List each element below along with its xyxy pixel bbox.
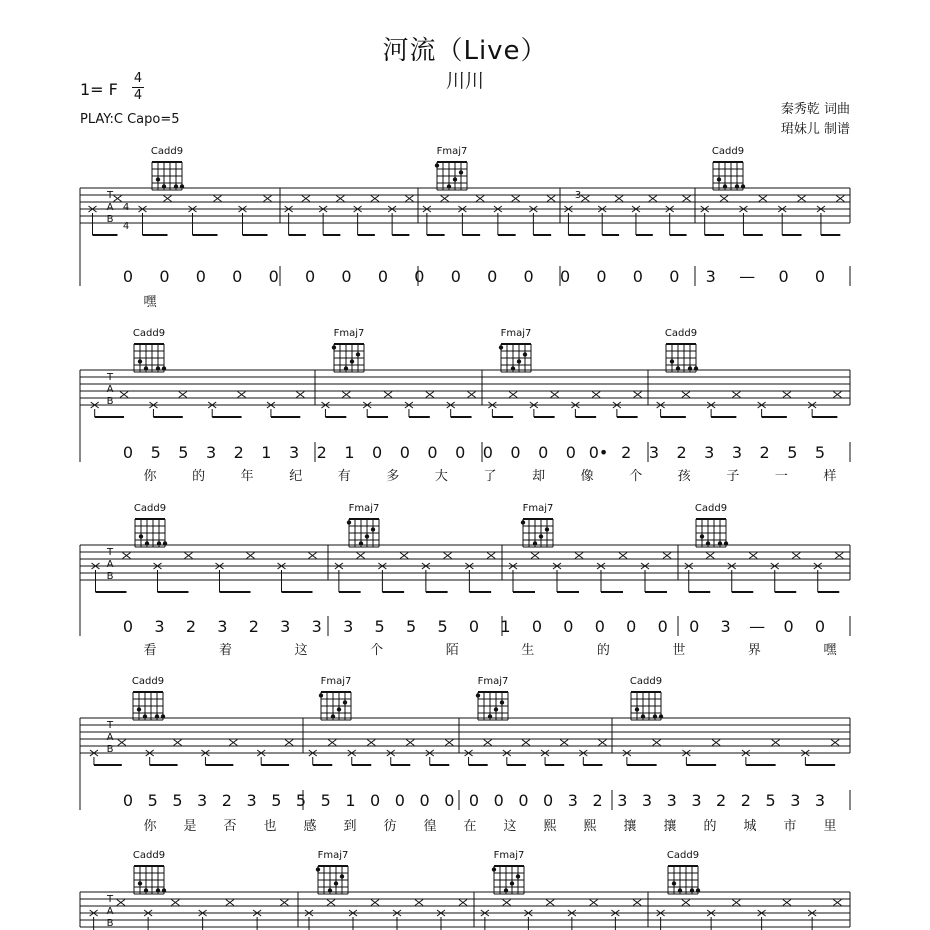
jianpu-number: 5 [320, 791, 331, 810]
jianpu-number: 0 [563, 617, 574, 636]
tab-letter: A [106, 559, 114, 570]
measure-mark: 3 [574, 190, 582, 201]
chord-dot [670, 359, 674, 363]
tab-letter: T [106, 894, 114, 905]
tab-letter: A [106, 384, 114, 395]
jianpu-number: 0 [778, 267, 789, 286]
jianpu-number: 3 [704, 443, 715, 462]
jianpu-number: 5 [787, 443, 798, 462]
lyric-char: 攘 [663, 819, 677, 834]
chord-diagram [667, 850, 700, 894]
jianpu-number: 2 [740, 791, 751, 810]
jianpu-number: 0 [377, 267, 389, 286]
chord-dot [476, 693, 480, 697]
chord-dot [138, 359, 142, 363]
jianpu-number: 2 [233, 443, 244, 462]
lyric-char: 也 [263, 819, 277, 834]
jianpu-number: 2 [316, 443, 327, 462]
jianpu-number: 3 [205, 443, 217, 462]
tab-letter: B [106, 214, 114, 225]
jianpu-number: 0 [518, 791, 529, 810]
lyric-char: 多 [386, 469, 400, 484]
jianpu-number: 0 [669, 267, 680, 286]
jianpu-number: 3 [666, 791, 677, 810]
jianpu-number: 3 [731, 443, 743, 462]
play-capo-info: PLAY:C Capo=5 [80, 112, 180, 127]
lyric-char: 的 [596, 643, 610, 658]
chord-name: Cadd9 [694, 503, 728, 514]
jianpu-number: 0 [482, 443, 493, 462]
chord-diagram [151, 146, 184, 190]
chord-dot [500, 700, 504, 704]
lyric-char: 有 [337, 469, 351, 484]
jianpu-number: 0 [122, 443, 134, 462]
lyric-char: 界 [747, 643, 761, 658]
lyric-char: 市 [783, 819, 797, 834]
tab-letter: T [106, 720, 114, 731]
lyric-char: 的 [192, 469, 206, 484]
chord-dot [517, 359, 521, 363]
jianpu-number: 2 [248, 617, 259, 636]
chord-name: Cadd9 [132, 850, 166, 861]
chord-dot [539, 534, 543, 538]
jianpu-number: 5 [374, 617, 385, 636]
jianpu-number: 0 [596, 267, 607, 286]
jianpu-number: 0 [195, 267, 206, 286]
jianpu-number: 0 [305, 267, 316, 286]
chord-dot [635, 707, 639, 711]
jianpu-number: 0 [565, 443, 576, 462]
jianpu-number: 0 [543, 791, 554, 810]
jianpu-number: 0 [341, 267, 352, 286]
lyric-char: 看 [143, 643, 157, 658]
jianpu-number: 0 [122, 267, 134, 286]
lyric-char: 你 [143, 819, 157, 834]
tab-letter: T [106, 190, 114, 201]
chord-dot [435, 163, 439, 167]
lyric-char: 感 [303, 819, 317, 834]
jianpu-number: 0 [468, 791, 480, 810]
lyric-char: 子 [726, 469, 740, 484]
lyric-char: 生 [521, 643, 535, 658]
chord-diagram [133, 328, 166, 372]
jianpu-number: 2 [716, 791, 727, 810]
jianpu-number: 0 [468, 617, 480, 636]
jianpu-number: 0 [122, 791, 134, 810]
jianpu-number: 0 [394, 791, 405, 810]
tab-letter: B [106, 744, 114, 755]
lyric-char: 熙 [543, 819, 557, 834]
chord-dot [516, 874, 520, 878]
jianpu-number: 1 [500, 617, 511, 636]
jianpu-number: 0 [657, 617, 668, 636]
jianpu-number: 1 [345, 791, 356, 810]
jianpu-number: 5 [814, 443, 826, 462]
lyric-char: 这 [503, 819, 517, 834]
tab-letter: T [106, 372, 114, 383]
chord-dot [356, 352, 360, 356]
chord-dot [156, 177, 160, 181]
jianpu-number: 3 [641, 791, 653, 810]
chord-name: Cadd9 [629, 676, 663, 687]
jianpu-number: 3 [648, 443, 660, 462]
lyric-char: 一 [774, 469, 788, 484]
chord-dot [499, 345, 503, 349]
tab-letter: B [106, 918, 114, 929]
lyric-char: 徨 [423, 819, 437, 834]
lyric-char: 嘿 [823, 643, 837, 658]
jianpu-number: 5 [147, 791, 158, 810]
jianpu-number: 3 [280, 617, 291, 636]
lyric-char: 像 [580, 469, 594, 484]
lyric-char: 陌 [445, 643, 459, 658]
chord-dot [334, 881, 338, 885]
chord-diagram [319, 676, 352, 720]
jianpu-number: 5 [295, 791, 307, 810]
lyric-char: 的 [703, 819, 717, 834]
lyric-char: 着 [219, 643, 233, 658]
lyric-char: 你 [143, 469, 157, 484]
chord-dot [672, 881, 676, 885]
chord-dot [459, 170, 463, 174]
jianpu-number: 0 [419, 791, 430, 810]
jianpu-number: 2 [592, 791, 603, 810]
jianpu-number: 0 [427, 443, 438, 462]
lyric-char: 世 [672, 643, 686, 658]
chord-dot [523, 352, 527, 356]
jianpu-number: 5 [405, 617, 417, 636]
transcriber-credit: 珺妹儿 制谱 [780, 122, 850, 137]
jianpu-number: 3 [154, 617, 165, 636]
jianpu-number: 3 [311, 617, 322, 636]
chord-dot [350, 359, 354, 363]
jianpu-number: 0 [232, 267, 243, 286]
lyric-char: 大 [434, 469, 448, 484]
lyric-char: 攘 [623, 819, 637, 834]
lyricist-composer-credit: 秦秀乾 词曲 [780, 102, 850, 117]
lyric-char: 是 [183, 819, 197, 834]
tab-letter: A [106, 732, 114, 743]
tab-time-top: 4 [122, 202, 130, 213]
chord-dot [138, 881, 142, 885]
jianpu-number: 0 [444, 791, 455, 810]
chord-name: Fmaj7 [477, 676, 509, 687]
lyric-char: 纪 [289, 469, 303, 484]
chord-dot [700, 534, 704, 538]
jianpu-number: 0 [399, 443, 410, 462]
jianpu-number: 0 [814, 267, 826, 286]
lyric-char: 个 [629, 469, 643, 484]
jianpu-number: 3 [246, 791, 257, 810]
chord-diagram [630, 676, 663, 720]
tab-time-bottom: 4 [122, 221, 130, 232]
jianpu-number: 5 [178, 443, 189, 462]
jianpu-number: 3 [720, 617, 731, 636]
jianpu-number: 1 [344, 443, 355, 462]
lyric-char: 孩 [677, 469, 691, 484]
jianpu-number: 3 [288, 443, 300, 462]
jianpu-number: 0 [632, 267, 643, 286]
jianpu-number: 0 [370, 791, 381, 810]
lyric-char: 里 [823, 819, 837, 834]
time-signature-bottom: 4 [133, 88, 143, 103]
chord-name: Cadd9 [664, 328, 698, 339]
chord-name: Fmaj7 [333, 328, 365, 339]
chord-dot [492, 867, 496, 871]
lyric-char: 否 [223, 819, 237, 834]
chord-name: Cadd9 [131, 676, 165, 687]
jianpu-number: 3 [705, 267, 716, 286]
lyric-char: 年 [240, 469, 254, 484]
lyric-char: 熙 [583, 819, 597, 834]
chord-dot [337, 707, 341, 711]
chord-diagram [133, 850, 166, 894]
chord-name: Cadd9 [150, 146, 184, 157]
chord-dot [545, 527, 549, 531]
key-signature: 1= F [80, 80, 118, 99]
chord-name: Fmaj7 [522, 503, 554, 514]
chord-dot [343, 700, 347, 704]
jianpu-number: 2 [221, 791, 232, 810]
jianpu-number: — [739, 267, 756, 286]
jianpu-number: 3 [617, 791, 628, 810]
tab-letter: B [106, 396, 114, 407]
jianpu-number: 0 [372, 443, 383, 462]
chord-name: Fmaj7 [348, 503, 380, 514]
jianpu-number: 2 [759, 443, 770, 462]
jianpu-number: 2 [621, 443, 632, 462]
jianpu-number: 0 [493, 791, 504, 810]
artist-name: 川川 [445, 70, 484, 92]
jianpu-number: 0 [159, 267, 170, 286]
jianpu-number: 3 [343, 617, 354, 636]
jianpu-number: 3 [197, 791, 208, 810]
chord-dot [494, 707, 498, 711]
jianpu-number: 0 [510, 443, 521, 462]
jianpu-number: 0 [531, 617, 543, 636]
chord-name: Cadd9 [132, 328, 166, 339]
tab-letter: T [106, 547, 114, 558]
jianpu-number: — [749, 617, 766, 636]
jianpu-number: 0 [487, 267, 498, 286]
jianpu-number: 3 [814, 791, 826, 810]
jianpu-number: 1 [261, 443, 272, 462]
chord-diagram [476, 676, 509, 720]
chord-dot [371, 527, 375, 531]
jianpu-number: 2 [676, 443, 687, 462]
tab-letter: B [106, 571, 114, 582]
lyric-char: 在 [463, 819, 477, 834]
chord-name: Fmaj7 [317, 850, 349, 861]
chord-name: Cadd9 [666, 850, 700, 861]
lyric-char: 这 [294, 643, 308, 658]
chord-name: Fmaj7 [436, 146, 468, 157]
jianpu-number: 5 [172, 791, 183, 810]
chord-name: Cadd9 [133, 503, 167, 514]
lyric-char: 个 [370, 643, 384, 658]
jianpu-number: 0 [814, 617, 826, 636]
jianpu-number: 5 [271, 791, 282, 810]
lyric-char: 到 [343, 819, 357, 834]
chord-dot [347, 520, 351, 524]
chord-name: Fmaj7 [493, 850, 525, 861]
chord-dot [316, 867, 320, 871]
jianpu-number: 0 [783, 617, 794, 636]
lyric-char: 却 [532, 469, 546, 484]
tab-letter: A [106, 202, 114, 213]
lyric-char: 彷 [383, 819, 397, 834]
jianpu-number: 0• [588, 443, 609, 462]
jianpu-number: 3 [567, 791, 578, 810]
jianpu-number: 5 [765, 791, 776, 810]
jianpu-number: 5 [150, 443, 161, 462]
chord-diagram [665, 328, 698, 372]
jianpu-number: 0 [523, 267, 534, 286]
jianpu-number: 5 [437, 617, 448, 636]
chord-name: Cadd9 [711, 146, 745, 157]
time-signature-top: 4 [133, 71, 143, 86]
jianpu-number: 0 [559, 267, 571, 286]
jianpu-number: 0 [538, 443, 549, 462]
lyric-char: 了 [483, 469, 497, 484]
lyric-char: 嘿 [143, 295, 157, 310]
chord-diagram [712, 146, 745, 190]
chord-diagram [332, 328, 365, 372]
chord-diagram [695, 503, 728, 547]
chord-dot [137, 707, 141, 711]
jianpu-number: 3 [691, 791, 702, 810]
jianpu-number: 0 [626, 617, 637, 636]
jianpu-number: 0 [455, 443, 466, 462]
jianpu-number: 3 [217, 617, 228, 636]
chord-diagram [347, 503, 380, 547]
chord-name: Fmaj7 [500, 328, 532, 339]
jianpu-number: 0 [689, 617, 700, 636]
tab-letter: A [106, 906, 114, 917]
jianpu-number: 0 [268, 267, 279, 286]
jianpu-number: 0 [450, 267, 461, 286]
chord-dot [510, 881, 514, 885]
jianpu-number: 0 [122, 617, 134, 636]
jianpu-number: 2 [185, 617, 197, 636]
chord-diagram [492, 850, 525, 894]
chord-dot [521, 520, 525, 524]
chord-dot [340, 874, 344, 878]
chord-diagram [132, 676, 165, 720]
lyric-char: 城 [743, 819, 757, 834]
chord-dot [717, 177, 721, 181]
chord-diagram [499, 328, 532, 372]
chord-diagram [316, 850, 349, 894]
chord-dot [319, 693, 323, 697]
chord-dot [365, 534, 369, 538]
chord-name: Fmaj7 [320, 676, 352, 687]
jianpu-number: 0 [414, 267, 425, 286]
jianpu-number: 0 [594, 617, 605, 636]
song-title: 河流（Live） [382, 36, 548, 66]
chord-diagram [435, 146, 468, 190]
chord-diagram [521, 503, 554, 547]
chord-dot [139, 534, 143, 538]
jianpu-number: 3 [790, 791, 801, 810]
lyric-char: 样 [823, 469, 837, 484]
chord-dot [332, 345, 336, 349]
chord-dot [453, 177, 457, 181]
chord-diagram [134, 503, 167, 547]
